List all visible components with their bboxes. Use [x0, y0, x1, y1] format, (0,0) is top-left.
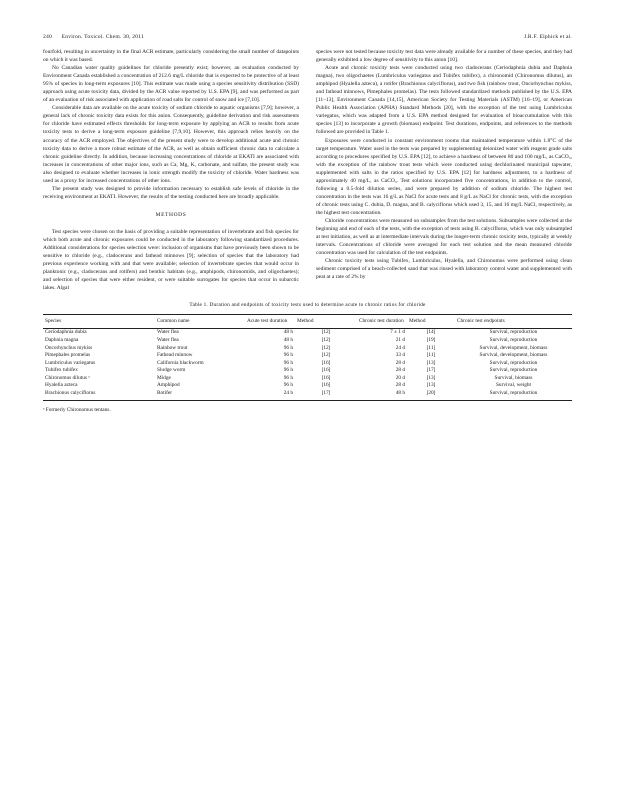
paragraph: The present study was designed to provide information necessary to establish safe levels of chloride in the receiving environment at EKATI. However, the results of the testing conducted here are broadly applicable. — [43, 185, 299, 200]
cell-common-name: Amphipod — [157, 382, 180, 389]
table-row — [43, 367, 572, 375]
toxicity-tests-table — [43, 314, 572, 400]
cell-species: Tubifex tubifex — [45, 367, 78, 374]
table-caption: Table 1. Duration and endpoints of toxicity tests used to determine acute to chronic ratios for chloride — [189, 302, 426, 309]
table-row — [43, 360, 572, 368]
cell-species: Ceriodaphnia dubia — [45, 329, 87, 336]
cell-acute-method: [12] — [321, 344, 331, 351]
cell-acute-duration: 96 h — [283, 352, 293, 359]
running-head-authors: J.R.F. Elphick et al. — [523, 34, 572, 40]
cell-chronic-method: [11] — [426, 344, 436, 351]
cell-acute-duration: 96 h — [283, 374, 293, 381]
cell-common-name: Fathead minnow — [157, 352, 193, 359]
cell-acute-duration: 96 h — [283, 344, 293, 351]
cell-acute-duration: 96 h — [283, 367, 293, 374]
cell-chronic-duration: 33 d — [395, 352, 405, 359]
cell-endpoints: Survival, reproduction — [489, 359, 538, 366]
cell-acute-method: [12] — [321, 329, 331, 336]
col-header-chronic-duration: Chronic test duration — [357, 315, 407, 329]
cell-endpoints: Survival, biomass — [494, 374, 533, 381]
cell-acute-duration: 96 h — [283, 382, 293, 389]
cell-common-name: California blackworm — [157, 359, 204, 366]
cell-acute-method: [16] — [321, 374, 331, 381]
cell-species: Oncorhynchus mykiss — [45, 344, 93, 351]
col-header-common-name: Common name — [155, 315, 245, 329]
cell-common-name: Water flea — [157, 329, 179, 336]
cell-endpoints: Survival, weight — [495, 382, 531, 389]
cell-chronic-duration: 28 d — [395, 367, 405, 374]
cell-acute-duration: 24 h — [245, 390, 295, 400]
paragraph: Considerable data are available on the acute toxicity of sodium chloride to aquatic organisms [7,9]; however, a general lack of chronic toxicity data exists for this anion. Consequently, guideline derivation and risk assessments for chloride have estimated effects thresholds for long-term exposure by applying an ACR to results from acute toxicity tests to derive a long-term exposure guideline [7,9,10]. However, this approach relies heavily on the accuracy of the ACR employed. The objectives of the present study were to develop additional acute and chronic toxicity data to derive a more robust estimate of the ACR, as well as obtain sufficient chronic data to calculate a chronic guideline directly. In addition, because increasing concentrations of chloride at EKATI are associated with increases in concentrations of other major ions, such as Ca, Mg, K, carbonate, and sulfate, the present study was also designed to evaluate whether increases in ionic strength modify the toxicity of chloride. Water hardness was used as a proxy for increased concentrations of other ions. — [43, 105, 299, 184]
cell-acute-method: [12] — [321, 352, 331, 359]
cell-chronic-method: [13] — [426, 374, 436, 381]
cell-acute-method: [16] — [321, 382, 331, 389]
cell-acute-method: [16] — [321, 367, 331, 374]
table-row — [43, 375, 572, 383]
col-header-chronic-method: Method — [407, 315, 455, 329]
right-column — [316, 48, 572, 292]
journal-citation: Environ. Toxicol. Chem. 30, 2011 — [61, 34, 145, 40]
cell-chronic-method: [13] — [426, 382, 436, 389]
paragraph: Exposures were conducted in constant environment rooms that maintained temperature within 1.8°C of the target temperature. Water used in the tests was prepared by supplementing deionized water with reagent grade salts according to procedures specified by U.S. EPA [12], to achieve a hardness of between 80 and 100 mg/L, as CaCO₃, with the exception of the rainbow trout tests which were conducted using dechlorinated municipal tapwater, supplemented with salts in the ratios specified by U.S. EPA [12] for hardness adjustment, to a hardness of approximately 40 mg/L, as CaCO₃. Test solutions incorporated five concentrations, in addition to the control, following a 0.5-fold dilution series, and were prepared by addition of sodium chloride. The highest test concentration in the tests was 16 g/L as NaCl for acute tests and 8 g/L as NaCl for chronic tests, with the exception of chronic tests using C. dubia, D. magna, and B. calyciflorus which used 3, 15, and 16 mg/L NaCl, respectively, as the highest test concentration. — [316, 137, 572, 216]
cell-endpoints: Survival, development, biomass — [479, 344, 548, 351]
table-row — [43, 390, 572, 400]
cell-chronic-method: [13] — [426, 359, 436, 366]
paragraph: No Canadian water quality guidelines for chloride presently exist; however, an evaluation conducted by Environment Canada established a concentration of 212.6 mg/L chloride that is expected to be protective of at least 95% of species in long-term exposures [10]. This estimate was made using a species sensitivity distribution (SSD) approach using acute toxicity data, divided by the ACR value reported by U.S. EPA [9], and was performed as part of an evaluation of risk associated with application of road salts for control of snow and ice [7,10]. — [43, 65, 299, 104]
table-1 — [43, 302, 572, 412]
table-row — [43, 329, 572, 337]
paragraph: fourfold, resulting in uncertainty in the final ACR estimate, particularly considering the small number of datapoints on which it was based. — [43, 49, 299, 64]
table-row — [43, 337, 572, 345]
cell-species: Chironomus dilutus ᵃ — [45, 374, 90, 381]
cell-chronic-duration: 24 d — [395, 344, 405, 351]
cell-species: Hyalella azteca — [45, 382, 78, 389]
table-row — [43, 382, 572, 390]
cell-endpoints: Survival, reproduction — [455, 390, 572, 400]
cell-chronic-method: [14] — [426, 329, 436, 336]
paragraph: Test species were chosen on the basis of providing a suitable representation of invertebrate and fish species for which both acute and chronic exposures could be conducted in the laboratory following standardized procedures. Additional considerations for species selection were: inclusion of organisms that have previously been shown to be sensitive to chloride (e.g., cladocerans and fathead minnows [9]; selection of species that the laboratory had previous experience working with and that were available; selection of invertebrate species that would occur in planktonic (e.g., cladocerans and rotifers) and benthic habitats (e.g., amphipods, chironomids, and oligochaetes); and selection of species that were either resident, or were suitable surrogates for species that occur in subarctic lakes. Algal — [43, 228, 299, 292]
cell-acute-duration: 48 h — [283, 329, 293, 336]
table-footnote: ᵃ Formerly Chironomus tentans. — [43, 406, 111, 413]
cell-chronic-method: [20] — [407, 390, 455, 400]
col-header-acute-duration: Acute test duration — [245, 315, 295, 329]
cell-chronic-duration: 28 d — [395, 382, 405, 389]
paragraph: Chronic toxicity tests using Tubifex, Lumbriculus, Hyalella, and Chironomus were performed using clean sediment comprised of a beach-collected sand that was rinsed with laboratory control water and supplemented with peat at a rate of 2% by — [316, 258, 572, 281]
cell-acute-method: [17] — [295, 390, 357, 400]
paragraph: Chloride concentrations were measured on subsamples from the test solutions. Subsamples were collected at the beginning and end of each of the tests, with the exception of tests using B. calyciflorus, which was only subsampled at test initiation, as well as at intermediate intervals during the longer-term chronic toxicity tests, typically at weekly intervals. Concentrations of chloride were averaged for each test solution and the mean measured chloride concentration was used for calculation of the test endpoints. — [316, 217, 572, 257]
cell-acute-duration: 48 h — [283, 336, 293, 343]
cell-chronic-duration: 20 d — [395, 374, 405, 381]
cell-chronic-duration: 21 d — [395, 336, 405, 343]
cell-endpoints: Survival, reproduction — [489, 367, 538, 374]
cell-species: Lumbriculus variegatus — [45, 359, 96, 366]
cell-endpoints: Survival, reproduction — [489, 336, 538, 343]
body-columns — [43, 48, 572, 292]
col-header-species: Species — [43, 315, 155, 329]
cell-chronic-duration: 7 ± 1 d — [390, 329, 405, 336]
paragraph: species were not tested because toxicity test data were already available for a number of these species, and they had generally exhibited a low degree of sensitivity to this anion [10]. — [316, 49, 572, 64]
cell-chronic-method: [19] — [426, 336, 436, 343]
cell-common-name: Rotifer — [155, 390, 245, 400]
cell-common-name: Midge — [157, 374, 171, 381]
cell-chronic-duration: 28 d — [395, 359, 405, 366]
table-row — [43, 345, 572, 353]
cell-species: Pimephales promelas — [45, 352, 91, 359]
cell-endpoints: Survival, reproduction — [489, 329, 538, 336]
cell-species: Brachionus calyciflorus — [43, 390, 155, 400]
cell-acute-method: [16] — [321, 359, 331, 366]
cell-endpoints: Survival, development, biomass — [479, 352, 548, 359]
paragraph: Acute and chronic toxicity tests were conducted using two cladocerans (Ceriodaphnia dubia and Daphnia magna), two oligochaetes (Lumbriculus variegatus and Tubifex tubifex), a chironomid (Chironomus dilutus), an amphipod (Hyalella azteca), a rotifer (Brachionus calyciflorus), and two fish (rainbow trout, Oncorhynchus mykiss, and fathead minnows, Pimephales promelas). The tests followed standardized methods published by the U.S. EPA [11–13], Environment Canada [14,15], American Society for Testing Materials (ASTM) [16–19], or American Public Health Association (APHA) Standard Methods [20], with the exception of the test using Lumbriculus variegatus, which was adapted from a U.S. EPA method designed for evaluation of bioaccumulation with this species [13] to incorporate a growth (biomass) endpoint. Test durations, endpoints, and references to the methods followed are provided in Table 1. — [316, 65, 572, 136]
col-header-endpoints: Chronic test endpoints — [455, 315, 572, 329]
cell-acute-method: [12] — [321, 336, 331, 343]
cell-common-name: Rainbow trout — [157, 344, 188, 351]
page-number: 240 — [43, 34, 52, 40]
cell-acute-duration: 96 h — [283, 359, 293, 366]
table-row — [43, 352, 572, 360]
cell-chronic-duration: 48 h — [357, 390, 407, 400]
cell-common-name: Water flea — [157, 336, 179, 343]
section-heading-methods: METHODS — [155, 211, 187, 218]
left-column — [43, 48, 299, 292]
running-head-left — [43, 34, 152, 40]
cell-species: Daphnia magna — [45, 336, 79, 343]
cell-common-name: Sludge worm — [157, 367, 186, 374]
cell-chronic-method: [17] — [426, 367, 436, 374]
running-head — [43, 34, 572, 40]
cell-chronic-method: [11] — [426, 352, 436, 359]
col-header-acute-method: Method — [295, 315, 357, 329]
